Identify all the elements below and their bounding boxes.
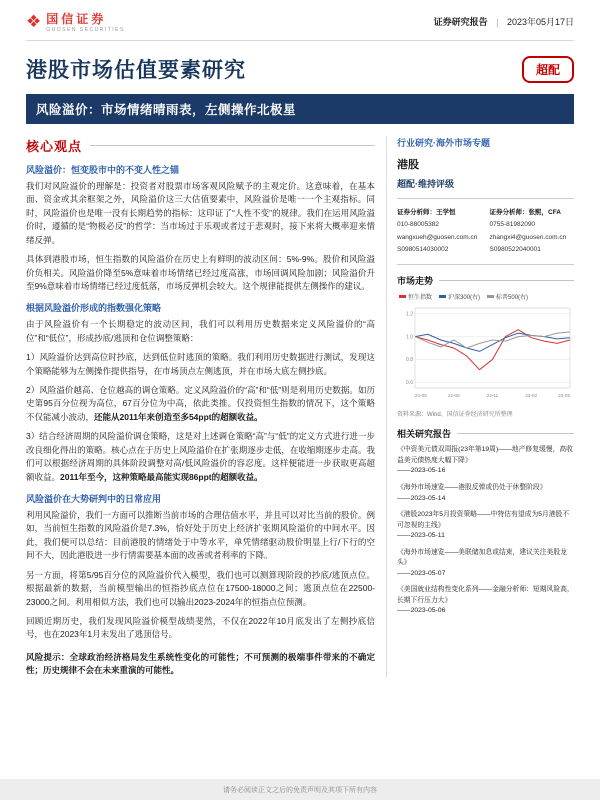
market-trend-chart-box (397, 303, 574, 406)
content-columns (26, 136, 574, 678)
related-report-link[interactable]: 《中资美元债双周报(23年第19周)——地产修复缓慢，高收益美元债热度大幅下降》 ——2023-05-16 (397, 446, 573, 475)
report-date: 2023年05月17日 (506, 17, 574, 27)
body-paragraph: 我们对风险溢价的理解是：投资者对股票市场客观风险赋予的主观定价。这意味着，在基本面、资金或其余框架之外，风险溢价这三大估值要素中，风险溢价是唯一一个主观指标。同时，风险溢价也是唯一没有长期趋势的指标：这印证了“人性不变”的规律。我们在运用风险溢价时，遵循的是“物极必反”的哲学：当市场过于乐观或者过于悲观时，接下来将大概率迎来情绪反弹。 (26, 181, 375, 245)
heading-rule (90, 145, 375, 146)
body-paragraph: 由于风险溢价有一个长期稳定的波动区间，我们可以利用历史数据来定义风险溢价的“高位”和“低位”，形成抄底/逃顶和仓位调整策略： (26, 319, 375, 343)
analyst-email[interactable]: wangxueh@guosen.com.cn (397, 233, 478, 241)
svg-text:1.0: 1.0 (406, 334, 413, 341)
risk-note (26, 651, 375, 678)
analyst-card (397, 207, 482, 256)
related-report-link[interactable]: 《海外市场速览——港股反弹或仍处于休整阶段》 ——2023-05-14 (397, 483, 547, 502)
svg-text:0.6: 0.6 (406, 380, 413, 387)
analyst-name: 证券分析师：张熙，CFA (489, 209, 561, 216)
body-paragraph: 另一方面，将第5/95百分位的风险溢价代入模型，我们也可以测算现阶段的抄底/逃顶点位。根据最新的数据，当前模型输出的恒指抄底点位在17500-18000之间；逃顶点位在22500-23000之间。利用相似方法，我们也可以输出2023-2024年的恒指点位预测。 (26, 569, 375, 607)
risk-label: 风险提示： (26, 651, 70, 662)
chart-source: 资料来源：Wind、国信证券经济研究所整理 (397, 412, 513, 419)
body-paragraph: 2）风险溢价越高、仓位越高的调仓策略。定义风险溢价的“高”和“低”则是利用历史数据。如历史第95百分位视为高位，67百分位为中高，依此类推。仅投资恒生指数的情况下，这个策略不仅能减小波动，还能从2011年来创造至多54ppt的超额收益。 (26, 385, 375, 422)
svg-text:0.8: 0.8 (406, 357, 413, 364)
legend-item: 沪深300(右) (439, 292, 480, 301)
chart-legend (399, 292, 574, 301)
core-views-heading: 核心观点 (26, 139, 83, 154)
market-label: 港股 (397, 159, 419, 171)
section-subheading: 风险溢价在大势研判中的日常应用 (26, 494, 162, 505)
header-meta (434, 15, 574, 28)
footer-disclaimer: 请务必阅读正文之后的免责声明及其项下所有内容 (0, 779, 600, 800)
legend-item: 标普500(右) (487, 292, 528, 301)
analyst-email[interactable]: zhangxi4@guosen.com.cn (489, 233, 567, 241)
related-reports-heading-row (397, 427, 574, 440)
body-paragraph: 3）结合经济周期的风险溢价调仓策略，这是对上述调仓策略“高”与“低”的定义方式进行进一步改良细化得出的策略。核心点在于历史上风险溢价在扩张期逐步走低，在收缩期逐步走高。我们可以根据经济周期的具体阶段调整对高/低风险溢价的容忍度。这样便能进一步获取更高超额收益。2011年至今，这种策略最高能实现86ppt的超额收益。 (26, 431, 375, 482)
main-column (26, 136, 375, 678)
market-trend-heading: 市场走势 (397, 276, 434, 287)
related-report-link[interactable]: 《港股2023年5月投资策略——中特估有望成为5月港股不可忽视的主线》 ——2023-05-11 (397, 511, 570, 540)
body-paragraph: 具体到港股市场，恒生指数的风险溢价在历史上有鲜明的波动区间：5%-9%。股价和风险溢价负相关。风险溢价降至5%意味着市场情绪已经过度高涨，市场回调风险加剧；风险溢价升至9%意味着市场情绪已经过度低落，市场反弹机会较大。这个规律能提供左侧操作的建议。 (26, 254, 375, 291)
related-report-link[interactable]: 《海外市场速览——美联储加息或结束，建议关注美股龙头》 ——2023-05-07 (397, 548, 567, 577)
legend-swatch (399, 295, 406, 298)
analyst-name: 证券分析师：王学恒 (397, 209, 456, 216)
header (26, 8, 574, 41)
svg-text:1.2: 1.2 (406, 311, 413, 318)
brand-name-cn: 国信证券 (46, 12, 107, 26)
svg-text:22-11: 22-11 (486, 393, 499, 399)
heading-rule (439, 280, 574, 281)
analysts-block (397, 207, 574, 256)
report-subtitle-bar: 风险溢价：市场情绪晴雨表，左侧操作北极星 (26, 94, 574, 124)
risk-text: 全球政治经济格局发生系统性变化的可能性；不可预测的极端事件带来的不确定性；历史规律不会在未来重演的可能性。 (26, 651, 375, 676)
header-divider: | (496, 17, 499, 27)
section-subheading: 根据风险溢价形成的指数强化策略 (26, 303, 162, 314)
core-sections (26, 163, 375, 642)
chart-series-line (415, 332, 570, 348)
analyst-license: S0980522040001 (489, 246, 541, 254)
related-report-link[interactable]: 《美国就业结构性变化系列——金融分析师：短期风险高，长期下行压力大》 ——2023-05-06 (397, 586, 574, 615)
related-reports-list (397, 445, 574, 616)
svg-text:23-05: 23-05 (558, 393, 570, 399)
related-reports-heading: 相关研究报告 (397, 429, 452, 440)
brand-diamond-icon: ❖ (26, 12, 42, 31)
analyst-license: S0980514030002 (397, 246, 449, 254)
body-paragraph: 利用风险溢价，我们一方面可以推断当前市场的合理估值水平，并且可以对比当前的股价。例如，当前恒生指数的风险溢价是7.3%，恰好处于历史上经济扩张期风险溢价的中间水平。因此，我们便可以总结：目前港股的情绪处于中等水平，单凭情绪驱动股价明显上行/下行的空间不大，因此港股进一步行情需要基本面的改善或者利率的下降。 (26, 510, 375, 561)
title-row (26, 54, 574, 84)
legend-swatch (439, 295, 446, 298)
rating-badge: 超配 (522, 56, 574, 83)
doc-type-label: 证券研究报告 (433, 17, 488, 27)
svg-text:23-02: 23-02 (525, 393, 538, 399)
analyst-phone: 0755-81982090 (489, 221, 536, 229)
svg-text:22-05: 22-05 (415, 393, 427, 399)
section-subheading: 风险溢价：恒变股市中的不变人性之锚 (26, 165, 180, 175)
series-label: 行业研究·海外市场专题 (397, 138, 490, 148)
sidebar-divider (397, 264, 574, 265)
analyst-card (490, 207, 575, 256)
brand-name-en: GUOSEN SECURITIES (46, 27, 125, 33)
brand-logo (26, 10, 125, 33)
legend-item: 恒生指数 (399, 292, 432, 301)
sidebar (386, 136, 574, 678)
analyst-phone: 010-88005382 (397, 221, 439, 229)
rating-line: 超配·维持评级 (397, 179, 454, 189)
svg-text:22-08: 22-08 (447, 393, 460, 399)
body-paragraph: 1）风险溢价达到高位时抄底，达到低位时逃顶的策略。我们利用历史数据进行测试，发现这个策略能够为左侧操作提供指导，在市场顶点左侧逃顶，并在市场大底左侧抄底。 (26, 352, 375, 376)
body-paragraph: 回顾近期历史，我们发现风险溢价模型战绩斐然，不仅在2022年10月底发出了左侧抄底信号，也在2023年1月末发出了逃顶信号。 (26, 615, 375, 640)
core-views-heading-row (26, 136, 375, 155)
sidebar-divider (397, 198, 574, 199)
heading-rule (457, 433, 574, 434)
page-title: 港股市场估值要素研究 (26, 59, 246, 82)
market-trend-heading-row (397, 274, 574, 287)
legend-swatch (487, 295, 494, 298)
market-trend-chart (397, 303, 573, 401)
